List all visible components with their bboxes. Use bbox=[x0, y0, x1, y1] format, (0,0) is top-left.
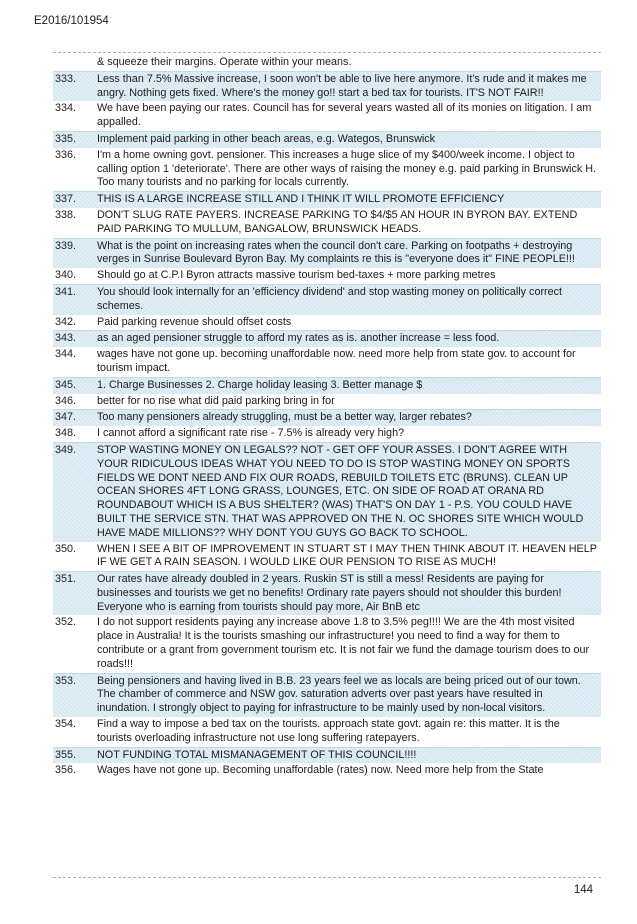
row-text: I'm a home owning govt. pensioner. This increases a huge slice of my $400/week income. I object to calling option 1 'deteriorate'. There are other ways of raising the money e.g. paid parking in Brunswick H. Too many tourists and no parking for locals currently. bbox=[97, 148, 597, 189]
table-row bbox=[53, 409, 601, 426]
row-number: 335. bbox=[55, 132, 77, 145]
table-row bbox=[53, 71, 601, 102]
table-row bbox=[53, 763, 601, 779]
table-row bbox=[53, 347, 601, 377]
row-number: 345. bbox=[55, 378, 77, 391]
row-text: wages have not gone up. becoming unaffordable now. need more help from state gov. to account for tourism impact. bbox=[97, 348, 576, 374]
row-number: 337. bbox=[55, 193, 77, 206]
row-text: THIS IS A LARGE INCREASE STILL AND I THINK IT WILL PROMOTE EFFICIENCY bbox=[97, 193, 505, 206]
table-row bbox=[53, 615, 601, 672]
row-text: WHEN I SEE A BIT OF IMPROVEMENT IN STUART ST I MAY THEN THINK ABOUT IT. HEAVEN HELP IF WE GET A RAIN SEASON. I WOULD LIKE OUR PENSION TO RISE AS MUCH! bbox=[97, 542, 597, 569]
row-text: What is the point on increasing rates when the council don't care. Parking on footpaths + destroying verges in Sunrise Boulevard Byron Bay. My complaints re this is "everyone does it" FINE PEOPLE!!! bbox=[97, 239, 575, 266]
row-text: Wages have not gone up. Becoming unaffordable (rates) now. Need more help from the State bbox=[97, 764, 544, 777]
row-number: 339. bbox=[55, 239, 77, 252]
table-row bbox=[53, 208, 601, 238]
table-row bbox=[53, 238, 601, 269]
row-text: We have been paying our rates. Council has for several years wasted all of its monies on litigation. I am appalled. bbox=[97, 102, 592, 129]
row-number: 356. bbox=[55, 764, 77, 777]
row-number: 347. bbox=[55, 411, 77, 424]
table-row bbox=[53, 315, 601, 331]
row-text: Find a way to impose a bed tax on the tourists. approach state govt. again re: this matter. It is the tourists overloading infrastructure not use long suffering ratepayers. bbox=[97, 718, 560, 744]
row-text: 1. Charge Businesses 2. Charge holiday leasing 3. Better manage $ bbox=[97, 378, 423, 391]
row-text: DON'T SLUG RATE PAYERS. INCREASE PARKING TO $4/$5 AN HOUR IN BYRON BAY. EXTEND PAID PARKING TO MULLUM, BANGALOW, BRUNSWICK HEADS. bbox=[97, 208, 578, 235]
table-row bbox=[53, 673, 601, 717]
table-row bbox=[53, 747, 601, 764]
row-number: 343. bbox=[55, 332, 77, 345]
row-number: 344. bbox=[55, 348, 77, 361]
page-number: 144 bbox=[573, 884, 593, 896]
row-number: 333. bbox=[55, 72, 77, 85]
table-row bbox=[53, 268, 601, 284]
row-number: 349. bbox=[55, 443, 77, 456]
row-text: You should look internally for an 'efficiency dividend' and stop wasting money on politically correct schemes. bbox=[97, 285, 563, 312]
table-row bbox=[53, 131, 601, 148]
table-row bbox=[53, 101, 601, 131]
table-row bbox=[53, 148, 601, 191]
table-row bbox=[53, 542, 601, 572]
table-row bbox=[53, 284, 601, 315]
row-number: 350. bbox=[55, 542, 77, 555]
table-row bbox=[53, 330, 601, 347]
row-text: I cannot afford a significant rate rise - 7.5% is already very high? bbox=[97, 427, 405, 440]
row-number: 351. bbox=[55, 573, 77, 586]
row-number: 348. bbox=[55, 427, 77, 440]
table-row bbox=[53, 571, 601, 615]
row-text: Paid parking revenue should offset costs bbox=[97, 315, 292, 328]
continuation-row bbox=[53, 55, 601, 71]
table-row bbox=[53, 442, 601, 542]
row-text: I do not support residents paying any increase above 1.8 to 3.5% peg!!!! We are the 4th most visited place in Australia! It is the tourists smashing our infrastructure! you need to find a way for them to contribute or a grant from government tourism etc. It is not fair we fund the damage tourism does to our roads!!! bbox=[97, 616, 590, 670]
row-number: 334. bbox=[55, 102, 77, 115]
row-number: 346. bbox=[55, 394, 77, 407]
row-text: Less than 7.5% Massive increase, I soon won't be able to live here anymore. It's rude and it makes me angry. Nothing gets fixed. Where's the money go!! start a bed tax for tourists. IT'S NOT FAIR!! bbox=[97, 72, 587, 99]
row-text: Too many pensioners already struggling, must be a better way, larger rebates? bbox=[97, 411, 472, 424]
row-number: 341. bbox=[55, 285, 77, 298]
row-text: Our rates have already doubled in 2 years. Ruskin ST is still a mess! Residents are paying for businesses and tourists we get no benefits! Ordinary rate payers should not shoulder this burden! Everyone who is earning from tourists should pay more, Air BnB etc bbox=[97, 573, 562, 613]
row-number: 338. bbox=[55, 208, 77, 221]
row-number: 336. bbox=[55, 148, 77, 161]
row-number: 353. bbox=[55, 674, 77, 687]
table-row bbox=[53, 394, 601, 410]
row-text: Being pensioners and having lived in B.B. 23 years feel we as locals are being priced out of our town. The chamber of commerce and NSW gov. saturation adverts over past years have resulted in inundation. I strongly object to paying for infrastructure to be mainly used by non-local visitors. bbox=[97, 674, 581, 715]
table-bottom-rule bbox=[53, 877, 601, 878]
table-row bbox=[53, 191, 601, 208]
row-text: NOT FUNDING TOTAL MISMANAGEMENT OF THIS COUNCIL!!!! bbox=[97, 748, 417, 761]
row-number: 354. bbox=[55, 718, 77, 731]
row-number: 352. bbox=[55, 616, 77, 629]
row-number: 342. bbox=[55, 315, 77, 328]
row-text: better for no rise what did paid parking bring in for bbox=[97, 394, 335, 407]
row-text: as an aged pensioner struggle to afford my rates as is. another increase = less food. bbox=[97, 332, 500, 345]
table-row bbox=[53, 426, 601, 442]
table-top-rule bbox=[53, 52, 601, 53]
row-text: & squeeze their margins. Operate within your means. bbox=[97, 56, 352, 68]
document-id: E2016/101954 bbox=[34, 15, 109, 27]
row-text: STOP WASTING MONEY ON LEGALS?? NOT - GET OFF YOUR ASSES. I DON'T AGREE WITH YOUR RIDICULOUS IDEAS WHAT YOU NEED TO DO IS STOP WASTING MONEY ON SPORTS FIELDS WE DONT NEED AND FIX OUR ROADS, REBUILD TOILETS ETC (BRUNS). CLEAN UP OCEAN SHORES 4FT LONG GRASS, LOUNGES, ETC. ON SIDE OF ROAD AT ORANA RD ROUNDABOUT WHICH IS A BUS SHELTER? (WAS) THAT'S ON DAY 1 - P.S. YOU COULD HAVE BUILT THE SERVICE STN. THAT WAS APPROVED ON THE N. OC SHORES SITE WHICH WOULD HAVE MADE MILLIONS?? WHY DONT YOU GUYS GO BACK TO SCHOOL. bbox=[97, 443, 584, 539]
table-row bbox=[53, 717, 601, 747]
row-text: Implement paid parking in other beach areas, e.g. Wategos, Brunswick bbox=[97, 132, 436, 145]
row-number: 340. bbox=[55, 269, 77, 282]
row-number: 355. bbox=[55, 748, 77, 761]
table-row bbox=[53, 377, 601, 394]
comments-table bbox=[53, 55, 601, 779]
row-text: Should go at C.P.I Byron attracts massive tourism bed-taxes + more parking metres bbox=[97, 269, 496, 282]
